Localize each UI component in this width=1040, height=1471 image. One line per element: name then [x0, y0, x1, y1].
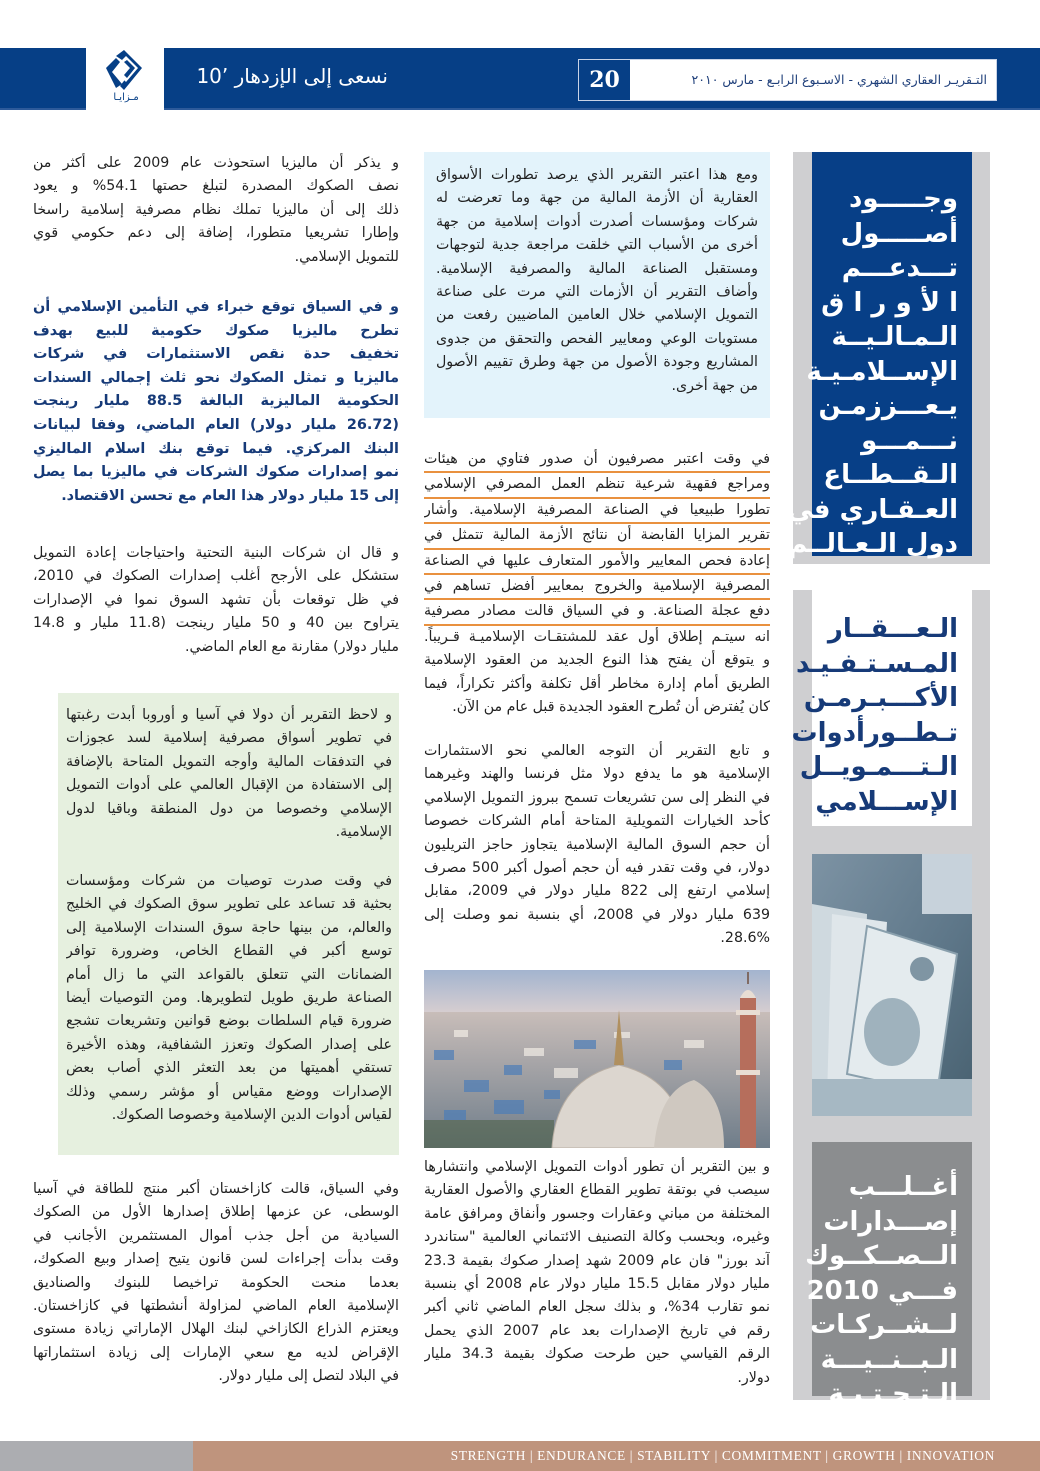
text-line: أخرى من الأسباب التي خلقت مراجعة جدية لتوجهات [436, 237, 758, 254]
middle-box-text [436, 164, 758, 398]
text-line: توسع أكبر في القطاع الخاص، وضرورة توافر [66, 943, 392, 960]
text-line: من جهة أخرى. [671, 377, 758, 394]
text-line: المصرفية الإسلامية والخروج بمعايير أفضل تساهم في [424, 575, 770, 600]
paragraph-malaysia [33, 152, 399, 269]
text-line: في البلاد لتصل إلى مليار دولار. [218, 1368, 399, 1385]
header-title-box [578, 59, 997, 101]
text-line: وفي السياق، قالت كازاخستان أكبر منتج للطاقة في آسيا [33, 1181, 399, 1197]
text-line: يتراوح بين 40 و 50 مليار رينجت (11.8 مليار و 14.8 [33, 615, 399, 632]
sidebar-callout-3 [805, 1142, 972, 1409]
text-line: تطورا طبيعيا في الصناعة المصرفية الإسلامية. وأشار [424, 499, 770, 524]
sidebar-heading-line: الـمـالـيــة [831, 322, 958, 352]
sidebar-heading-line: المـسـتـفـيـد [796, 648, 958, 679]
text-line: بعدما منحت الحكومة تراخيصا للبنوك والصناديق [33, 1274, 399, 1291]
sidebar-heading-line: يـعـــززمـن [818, 391, 958, 421]
text-line: دولار، في وقت تقدر فيه أن حجم أصول أكبر 500 مصرف [424, 860, 770, 877]
text-line: نمو إصدارات صكوك الشركات في ماليزيا بما يصل [33, 464, 399, 481]
sidebar-heading-line: أصـــــول [840, 218, 958, 249]
text-line: الإسلامي وخصوصا من دول المنطقة وباقيا لدول [66, 800, 392, 817]
text-line: و يذكر أن ماليزيا استحوذت عام 2009 على أكثر من [33, 155, 399, 171]
money-image [812, 854, 972, 1116]
text-line: ستشكل على الأرجح أغلب إصدارات الصكوك في 2010، [33, 568, 399, 585]
text-line: ضرورة قيام السلطات بوضع قوانين وتشريعات تشجع [66, 1013, 392, 1030]
sidebar-heading-line: الــصــكــوك [805, 1241, 958, 1271]
text-line: في النظر إلى سن تشريعات تسمح ببروز التمويل الإسلامي [424, 789, 770, 806]
text-line: وأضاف التقرير أن الأزمات التي مرت على صناعة [436, 284, 758, 301]
text-line: انه سيتـم إطلاق أول عقد للمشتقـات الإسلاميـة قـريباً. [424, 628, 770, 645]
text-line: و في السياق توقع خبراء في التأمين الإسلامي أن [33, 299, 399, 315]
logo-wordmark: مـزايـا [113, 92, 139, 103]
text-line: لقياس أدوات الدين الإسلامية وخصوصا الصكوك. [111, 1107, 392, 1124]
text-line: كان يُفترض أن تُطرح العقود الجديدة قبل عام من الآن. [452, 699, 770, 716]
sidebar-heading-line: الأكـــبـرمـن [803, 683, 958, 713]
text-line: 28.6%. [720, 930, 770, 947]
text-line: على إصدار الصكوك وتعزز الشفافية، وهذه الأخيرة [66, 1036, 392, 1053]
paragraph-infrastructure [33, 542, 399, 659]
mosque-image [424, 970, 770, 1148]
text-line: في وقت صدرت توصيات من شركات ومؤسسات [66, 873, 392, 889]
text-line: الضمانات التي تتعلق بالقواعد التي ما زال أمام [66, 966, 392, 983]
text-line: ومستقبل الصناعة المالية والمصرفية الإسلامية. [436, 260, 758, 277]
text-line: المشاريع وجودة الأصول من جهة وطرق تقييم الأصول [436, 354, 758, 371]
text-line: أن حجم السوق المالية الإسلامية يتجاوز حاجز التريليون [424, 836, 770, 853]
sidebar-heading-line: الإســلامـيـة [806, 356, 958, 387]
logo [86, 46, 164, 112]
text-line: تخفيف حدة نقص الاستثمارات في شركات [33, 346, 399, 363]
sidebar-heading-line: تـطــورأدوات [791, 717, 958, 748]
text-line: نمو تقارب 34%، و بذلك سجل العام الماضي ثاني أكبر [424, 1299, 770, 1316]
page-number: 20 [579, 60, 630, 100]
text-line: آند بورز" فان عام 2009 شهد إصدار صكوك بقيمة 23.3 [424, 1252, 770, 1269]
sidebar-heading-line: الـعـــقــار [827, 614, 958, 644]
sidebar-heading-1 [787, 182, 972, 562]
sidebar-heading-line: نـــمـــو [861, 425, 958, 456]
sidebar-heading-line: الإســـلامي [815, 786, 958, 817]
footer-grey-block [0, 1441, 193, 1471]
text-line: سيصب في بوتقة تطوير القطاع العقاري والأصول العقارية [424, 1182, 770, 1199]
text-line: مليار دولار مقابل 15.5 مليار دولار عام 2008 أي بنسبة [424, 1276, 770, 1293]
paragraph-global-trend [424, 740, 770, 951]
sidebar-heading-line: دول الـعـالــم [788, 529, 958, 559]
text-line: الصناعة طريق طويل لتطويرها. ومن التوصيات أيضا [66, 990, 392, 1007]
text-line: وقت بدأت إجراءات لسن قانون يتيح إصدار وبيع الصكوك، [33, 1251, 399, 1268]
text-line: 639 مليار دولار في 2008، أي بنسبة نمو وصلت إلى [424, 906, 770, 923]
sidebar-heading-line: الـتـــمـويــل [799, 752, 958, 782]
text-line: شركات ومؤسسات أصدرت أدوات إسلامية من جهة [436, 213, 758, 230]
text-line: ماليزيا و تمثل الصكوك نحو ثلث إجمالي السندات [33, 369, 399, 386]
text-line: و بين التقرير أن تطور أدوات التمويل الإسلامي وانتشارها [424, 1159, 770, 1175]
text-line: الطريق أمام إدارة مخاطر أقل تكلفة وأكثر تكراراً، فيما [424, 675, 770, 692]
sidebar-heading-line: الـقــطــاع [823, 460, 958, 490]
sidebar-heading-line: ا لأ و ر ا ق [821, 287, 958, 318]
sidebar-heading-line: لــشــركـات [810, 1310, 958, 1340]
sidebar-callout-2 [791, 590, 972, 826]
text-line: بحثية قد تساعد على تطوير سوق الصكوك في الخليج [66, 896, 392, 913]
text-line: البنك المركزي. فيما توقع بنك اسلام الماليزي [33, 440, 399, 457]
text-line: إسلامي ارتفع إلى 822 مليار دولار في 2009، مقابل [424, 883, 770, 900]
sidebar-heading-line: أغــلـــب [848, 1172, 958, 1202]
text-line: الحكومية الماليزية البالغة 88.5 مليار رينجت [33, 393, 399, 410]
text-line: و يتوقع أن يفتح هذا النوع الجديد من العقود الإسلامية [424, 652, 770, 669]
text-line: إلى الاستفادة من الإقبال العالمي على أدوات التمويل [66, 777, 392, 794]
text-line: في ظل توقعات بأن تشهد السوق نموا في الإصدارات [33, 591, 399, 608]
text-line: الإسلامية هو ما يدفع دولا مثل فرنسا والهند وغيرهما [424, 766, 770, 783]
text-line: وغيره، وبحسب وكالة التصنيف الائتماني العالمية "ستاندرد [424, 1229, 770, 1246]
sidebar-heading-2 [791, 612, 972, 819]
green-box-paragraph-1 [66, 704, 392, 844]
mazaya-logo-icon [102, 50, 148, 92]
text-line: للتمويل الإسلامي. [294, 248, 399, 265]
sidebar-callout-1 [787, 152, 972, 559]
paragraph-fatwa [424, 448, 770, 719]
text-line: كأحد الخيارات التمويلية المتاحة أمام الشركات خصوصا [424, 813, 770, 830]
text-line: الوسطى، عن عزمها إطلاق إصدارها الأول من الصكوك [33, 1204, 399, 1221]
footer-values: STRENGTH | ENDURANCE | STABILITY | COMMITMENT | GROWTH | INNOVATION [450, 1448, 995, 1463]
text-line: ويعتزم الذراع الكازاخي لبنك الهلال الإماراتي زيادة مستوى [33, 1321, 399, 1338]
sidebar-heading-line: الـبــنــيـــة [820, 1344, 958, 1375]
sidebar-heading-line: العـقـاري في [787, 494, 958, 525]
paragraph-sukuk-issuance [424, 1156, 770, 1390]
text-line: والعالم، من بينها حاجة سوق السندات الإسلامية إلى [66, 919, 392, 936]
text-line: و قال ان شركات البنية التحتية واحتياجات إعادة التمويل [33, 545, 399, 561]
money-photo [812, 854, 972, 1116]
text-line: في وقت اعتبر مصرفيون أن صدور فتاوي من هيئات [424, 448, 770, 473]
text-line: الإسلامية. [335, 824, 392, 841]
text-line: رقم في تاريخ الإصدارات بعد عام 2007 الذي يحمل [424, 1322, 770, 1339]
text-line: نصف الصكوك المصدرة لتبلغ حصتها 54.1% و يعود [33, 178, 399, 195]
text-line: مستويات الوعي ومعايير الفحص والتحقق من جدوى [436, 330, 758, 347]
text-line: السيادية من أجل جذب أموال المستثمرين الأجانب في [33, 1227, 399, 1244]
text-line: إعادة فحص المعايير والأمور المتعارف عليها في الصناعة [424, 550, 770, 575]
text-line: تقرير المزايا القابضة أن نتائج الأزمة المالية تتمثل في [424, 524, 770, 549]
sidebar-heading-line: إصـــدارات [823, 1206, 958, 1237]
text-line: دولار. [737, 1369, 770, 1386]
text-line: مليار دولار) مقارنة مع العام الماضي. [185, 638, 399, 655]
text-line: العقارية أن الأزمة المالية من جهة وما تعرضت له [436, 190, 758, 207]
sidebar-heading-line: تـــدعـــم [841, 253, 958, 283]
text-line: ومراجع فقهية شرعية تنظم العمل المصرفي الإسلامي [424, 473, 770, 498]
text-line: ذلك إلى أن ماليزيا تملك نظام مصرفية إسلامية راسخا [33, 201, 399, 218]
text-line: ومع هذا اعتبر التقرير الذي يرصد تطورات الأسواق [436, 167, 758, 183]
text-line: و لاحظ التقرير أن دولا في آسيا و أوروبا أبدت رغبتها [66, 707, 392, 723]
text-line: الرقم القياسي حين طرحت صكوك بقيمة 34.3 مليار [424, 1346, 770, 1363]
sidebar-heading-3 [805, 1170, 972, 1412]
text-line: إلى 15 مليار دولار هذا العام مع تحسن الاقتصاد. [61, 487, 399, 504]
sidebar-heading-line: الـتـحـتـيـة [828, 1379, 958, 1409]
highlight-paragraph [33, 296, 399, 508]
footer-bar [193, 1441, 1040, 1471]
text-line: تطرح ماليزيا صكوك حكومية للبيع بهدف [33, 322, 399, 339]
sidebar-heading-line: وجـــــود [849, 184, 958, 214]
text-line: دفع عجلة الصناعة. و في السياق قالت مصادر مصرفية [424, 600, 770, 625]
header-slogan: نسعى إلى الإزدهار ’10 [196, 64, 388, 88]
text-line: في تطوير أسواق مصرفية إسلامية لسد عجوزات [66, 730, 392, 747]
sidebar-heading-line: فـــي 2010 [806, 1275, 958, 1306]
text-line: المختلفة من مباني وعقارات وجسور وأنفاق ومرافق عامة [424, 1205, 770, 1222]
paragraph-kazakhstan [33, 1178, 399, 1389]
text-line: في التدفقات المالية وأوجه التمويل المتاحة بالإضافة [66, 753, 392, 770]
text-line: الإقراض لديه مع سعي الإمارات إلى زيادة استثماراتها [33, 1344, 399, 1361]
text-line: التمويل الإسلامي خلال العامين الماضيين رفعت من [436, 307, 758, 324]
mosque-city-photo [424, 970, 770, 1148]
text-line: و تابع التقرير أن التوجه العالمي نحو الاستثمارات [424, 743, 770, 759]
publication-title: التـقريـر العقاري الشهري - الاسـبوع الرابـع - مارس ٢٠١٠ [691, 72, 987, 87]
text-line: تستقي أهميتها من بعد التعثر الذي أصاب بعض [66, 1060, 392, 1077]
text-line: وإطارا تشريعيا متطورا، إضافة إلى دعم حكومي قوي [33, 225, 399, 242]
text-line: الإصدارات ووضع مقياس أو مؤشر رسمي وذلك [66, 1083, 392, 1100]
green-box-paragraph-2 [66, 870, 392, 1127]
text-line: (26.72 مليار دولار) العام الماضي، وفقا لبيانات [33, 416, 399, 433]
text-line: الإسلامية العام الماضي لمزاولة أنشطتها في كازاخستان. [33, 1298, 399, 1315]
